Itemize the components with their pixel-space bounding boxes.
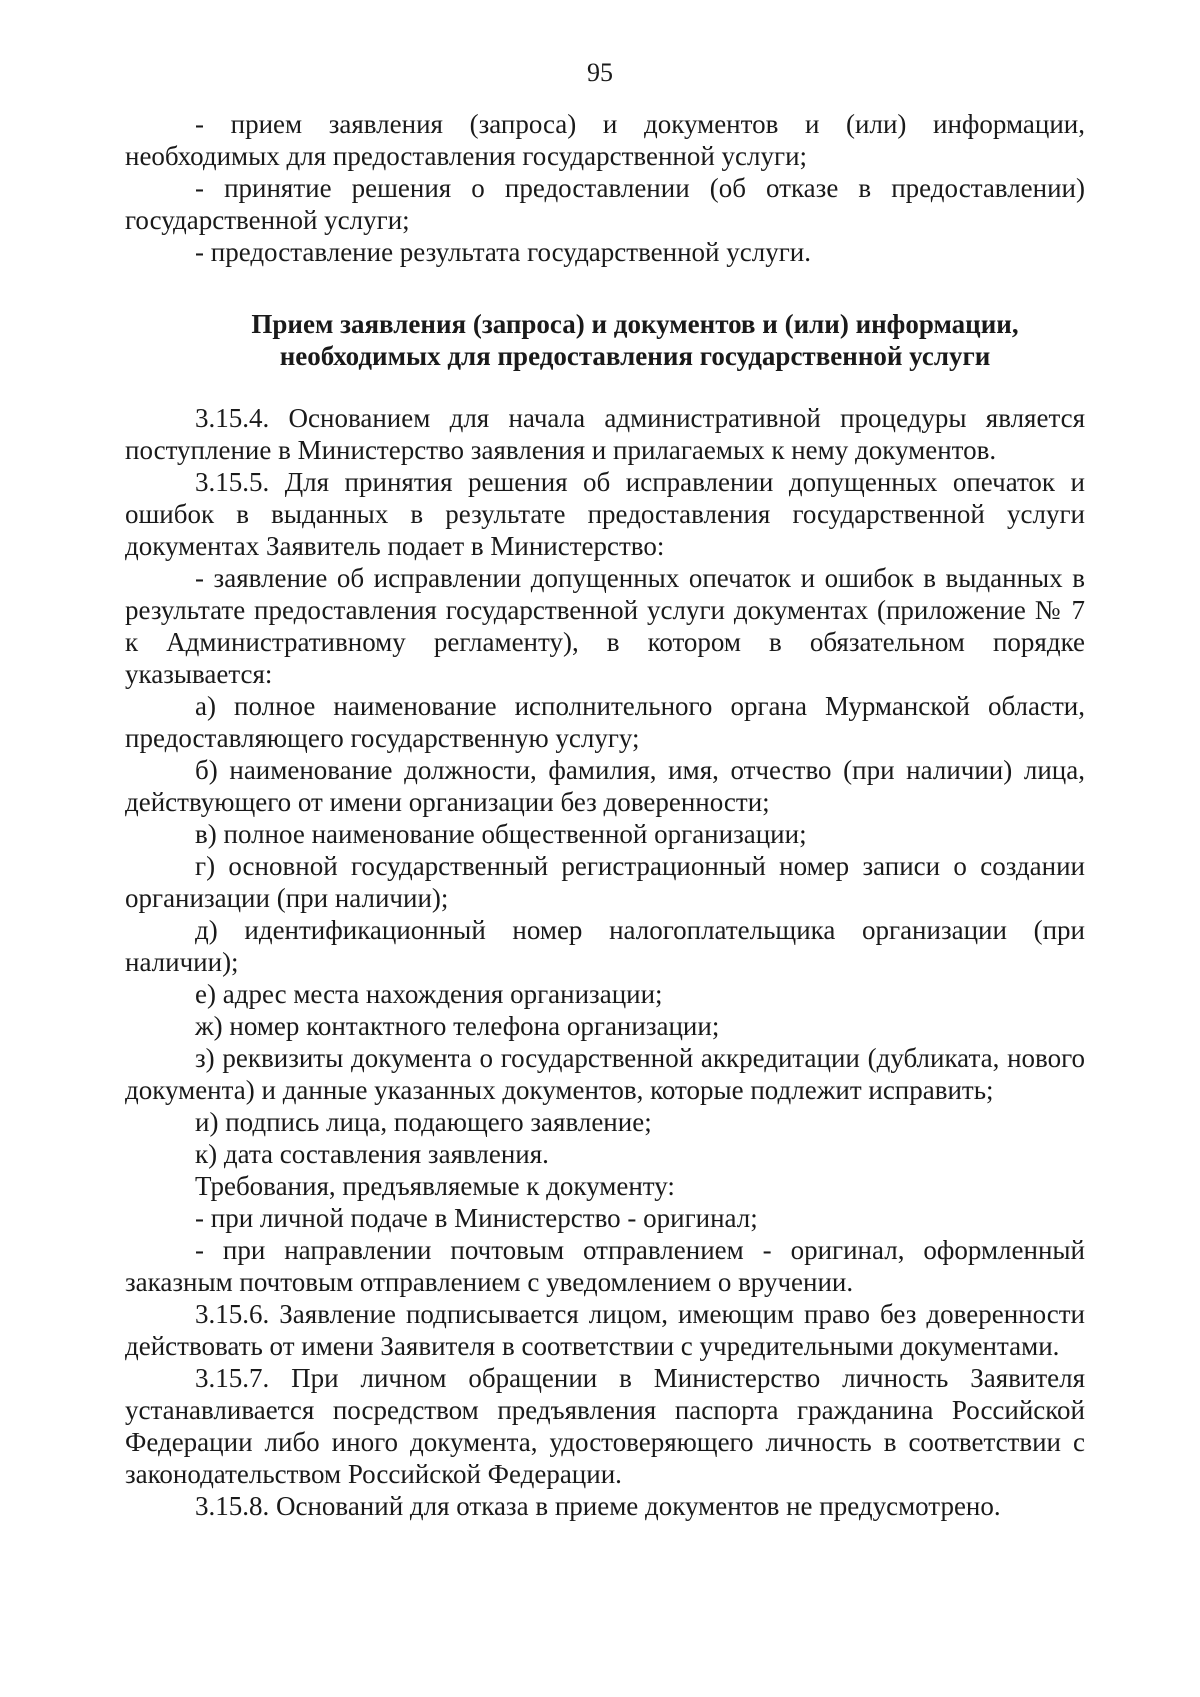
requirement-by-mail: - при направлении почтовым отправлением - оригинал, оформленный заказным почтовым отправлением с уведомлением о вручении. — [125, 1235, 1085, 1297]
list-item-z: з) реквизиты документа о государственной аккредитации (дубликата, нового документа) и данные указанных документов, которые подлежит исправить; — [125, 1043, 1085, 1105]
paragraph-3-15-4: 3.15.4. Основанием для начала административной процедуры является поступление в Министерство заявления и прилагаемых к нему документов. — [125, 403, 1085, 465]
application-item: - заявление об исправлении допущенных опечаток и ошибок в выданных в результате предоставления государственной услуги документах (приложение № 7 к Административному регламенту), в котором в обязательном порядке указывается: — [125, 563, 1085, 689]
section-heading — [125, 308, 1085, 372]
list-item-i: и) подпись лица, подающего заявление; — [195, 1107, 652, 1137]
list-item-k: к) дата составления заявления. — [195, 1139, 549, 1169]
section-heading-line-1: Прием заявления (запроса) и документов и (или) информации, — [251, 309, 1019, 339]
paragraph-3-15-5: 3.15.5. Для принятия решения об исправлении допущенных опечаток и ошибок в выданных в результате предоставления государственной услуги документах Заявитель подает в Министерство: — [125, 467, 1085, 561]
list-item-g: г) основной государственный регистрационный номер записи о создании организации (при наличии); — [125, 851, 1085, 913]
list-item-zh: ж) номер контактного телефона организации; — [195, 1011, 720, 1041]
list-item-b: б) наименование должности, фамилия, имя, отчество (при наличии) лица, действующего от имени организации без доверенности; — [125, 755, 1085, 817]
section-heading-line-2: необходимых для предоставления государственной услуги — [279, 341, 991, 371]
paragraph-3-15-6: 3.15.6. Заявление подписывается лицом, имеющим право без доверенности действовать от имени Заявителя в соответствии с учредительными документами. — [125, 1299, 1085, 1361]
document-body — [125, 108, 1085, 1522]
list-item-d: д) идентификационный номер налогоплательщика организации (при наличии); — [125, 915, 1085, 977]
requirements-title: Требования, предъявляемые к документу: — [195, 1171, 675, 1201]
paragraph-3-15-8: 3.15.8. Оснований для отказа в приеме документов не предусмотрено. — [195, 1491, 1001, 1521]
requirement-in-person: - при личной подаче в Министерство - оригинал; — [195, 1203, 758, 1233]
paragraph-3-15-7: 3.15.7. При личном обращении в Министерство личность Заявителя устанавливается посредством предъявления паспорта гражданина Российской Федерации либо иного документа, удостоверяющего личность в соответствии с законодательством Российской Федерации. — [125, 1363, 1085, 1489]
intro-item-1: - прием заявления (запроса) и документов и (или) информации, необходимых для предоставления государственной услуги; — [125, 109, 1085, 171]
list-item-v: в) полное наименование общественной организации; — [195, 819, 807, 849]
list-item-a: а) полное наименование исполнительного органа Мурманской области, предоставляющего государственную услугу; — [125, 691, 1085, 753]
page-number: 95 — [587, 58, 613, 87]
intro-item-2: - принятие решения о предоставлении (об отказе в предоставлении) государственной услуги; — [125, 173, 1085, 235]
intro-item-3: - предоставление результата государственной услуги. — [195, 237, 811, 267]
list-item-e: е) адрес места нахождения организации; — [195, 979, 663, 1009]
